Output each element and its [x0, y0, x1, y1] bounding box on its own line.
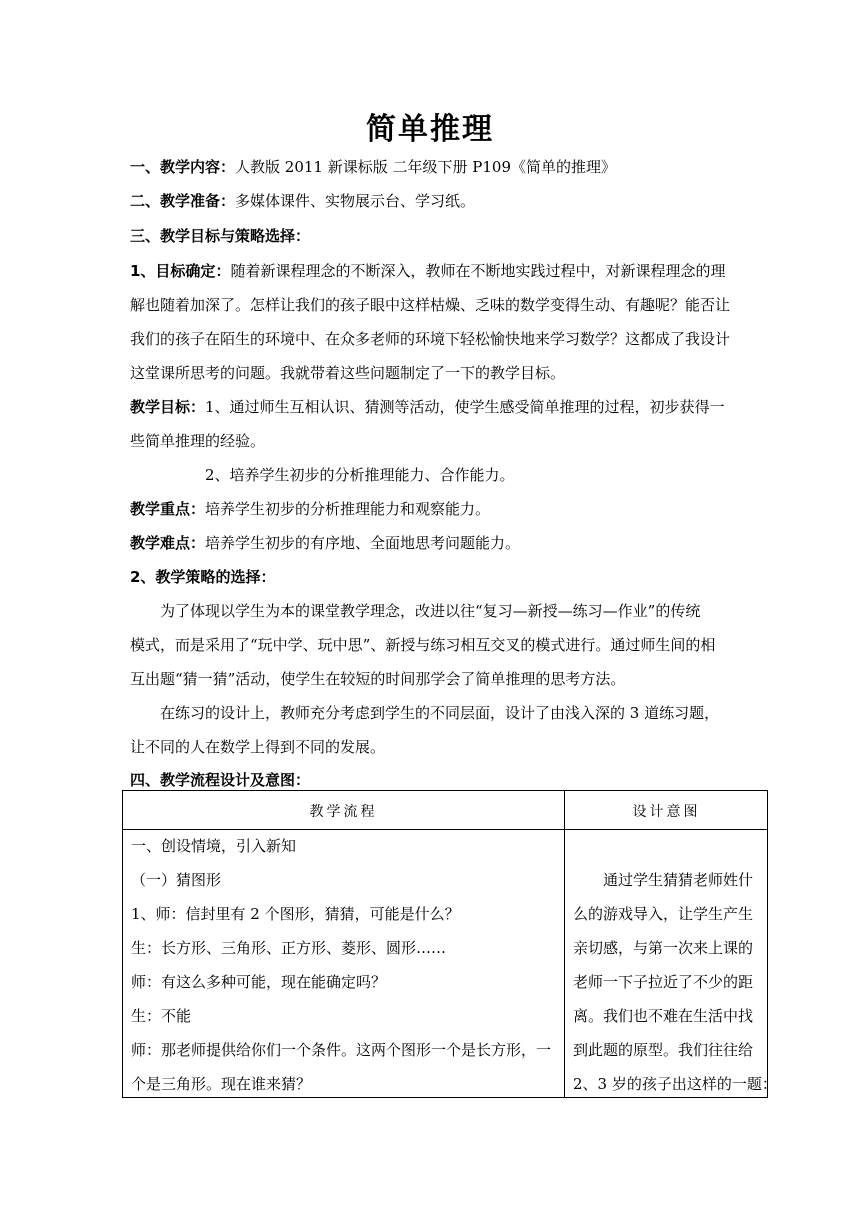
- strategy-line-2: 模式，而是采用了“玩中学、玩中思”、新授与练习相互交叉的模式进行。通过师生间的相: [130, 636, 716, 654]
- goals-heading: 三、教学目标与策略选择：: [130, 227, 311, 245]
- key-point-text: 培养学生初步的分析推理能力和观察能力。: [205, 500, 491, 518]
- goal-paragraph-line-4: 这堂课所思考的问题。我就带着这些问题制定了一下的教学目标。: [130, 364, 566, 382]
- flow-line-6: 生：不能: [131, 1007, 192, 1025]
- teaching-prep-line: [130, 190, 750, 212]
- flow-heading: 四、教学流程设计及意图：: [130, 771, 311, 789]
- aims-text-1: 1、通过师生互相认识、猜测等活动，使学生感受简单推理的过程，初步获得一: [205, 398, 725, 416]
- strategy-line-3: 互出题“猜一猜”活动，使学生在较短的时间那学会了简单推理的思考方法。: [130, 670, 626, 688]
- intent-line-2: 么的游戏导入，让学生产生: [573, 905, 754, 923]
- table-header-divider: [123, 829, 767, 830]
- aims-label: 教学目标：: [130, 398, 206, 416]
- flow-line-3: 1、师：信封里有 2 个图形，猜猜，可能是什么？: [131, 905, 460, 923]
- strategy-line-5: 让不同的人在数学上得到不同的发展。: [130, 738, 386, 756]
- teaching-content-label: 一、教学内容：: [130, 158, 236, 176]
- goal-paragraph-line-3: 我们的孩子在陌生的环境中、在众多老师的环境下轻松愉快地来学习数学？这都成了我设计: [130, 330, 731, 348]
- intent-line-1: 通过学生猜猜老师姓什: [603, 871, 754, 889]
- teaching-content-line: [130, 156, 750, 178]
- flow-line-2: （一）猜图形: [131, 871, 222, 889]
- intent-line-3: 亲切感，与第一次来上课的: [573, 939, 754, 957]
- intent-line-7: 2、3 岁的孩子出这样的一题：: [573, 1075, 777, 1093]
- table-column-divider: [564, 791, 565, 1097]
- difficulty-line: [130, 532, 750, 554]
- flow-table: [122, 790, 777, 1098]
- table-header-flow: 教学流程: [309, 804, 378, 820]
- aims-line-1: [130, 396, 750, 418]
- difficulty-text: 培养学生初步的有序地、全面地思考问题能力。: [205, 534, 521, 552]
- table-header-intent: 设计意图: [632, 804, 701, 820]
- key-point-line: [130, 498, 750, 520]
- flow-line-8: 个是三角形。现在谁来猜？: [131, 1075, 312, 1093]
- key-point-label: 教学重点：: [130, 500, 206, 518]
- flow-line-1: 一、创设情境，引入新知: [131, 837, 297, 855]
- intent-line-4: 老师一下子拉近了不少的距: [573, 973, 754, 991]
- strategy-heading: 2、教学策略的选择：: [130, 568, 276, 586]
- intent-line-5: 离。我们也不难在生活中找: [573, 1007, 754, 1025]
- teaching-content-text: 人教版 2011 新课标版 二年级下册 P109《简单的推理》: [235, 158, 616, 176]
- flow-line-5: 师：有这么多种可能，现在能确定吗？: [131, 973, 387, 991]
- strategy-line-4: 在练习的设计上，教师充分考虑到学生的不同层面，设计了由浅入深的 3 道练习题，: [160, 704, 720, 722]
- flow-line-4: 生：长方形、三角形、正方形、菱形、圆形……: [131, 939, 447, 957]
- goal-paragraph-line-2: 解也随着加深了。怎样让我们的孩子眼中这样枯燥、乏味的数学变得生动、有趣呢？能否让: [130, 296, 731, 314]
- teaching-prep-label: 二、教学准备：: [130, 192, 236, 210]
- strategy-line-1: 为了体现以学生为本的课堂教学理念，改进以往“复习—新授—练习—作业”的传统: [160, 602, 701, 620]
- aims-line-3: 2、培养学生初步的分析推理能力、合作能力。: [205, 466, 515, 484]
- aims-line-2: 些简单推理的经验。: [130, 432, 266, 450]
- intent-line-6: 到此题的原型。我们往往给: [573, 1041, 754, 1059]
- difficulty-label: 教学难点：: [130, 534, 206, 552]
- page-title: 简单推理: [366, 112, 494, 147]
- flow-line-7: 师：那老师提供给你们一个条件。这两个图形一个是长方形，一: [131, 1041, 552, 1059]
- goal-label: 1、目标确定：: [130, 262, 231, 280]
- teaching-prep-text: 多媒体课件、实物展示台、学习纸。: [235, 192, 476, 210]
- goal-text-1: 随着新课程理念的不断深入，教师在不断地实践过程中，对新课程理念的理: [230, 262, 726, 280]
- goal-paragraph-line-1: [130, 260, 750, 282]
